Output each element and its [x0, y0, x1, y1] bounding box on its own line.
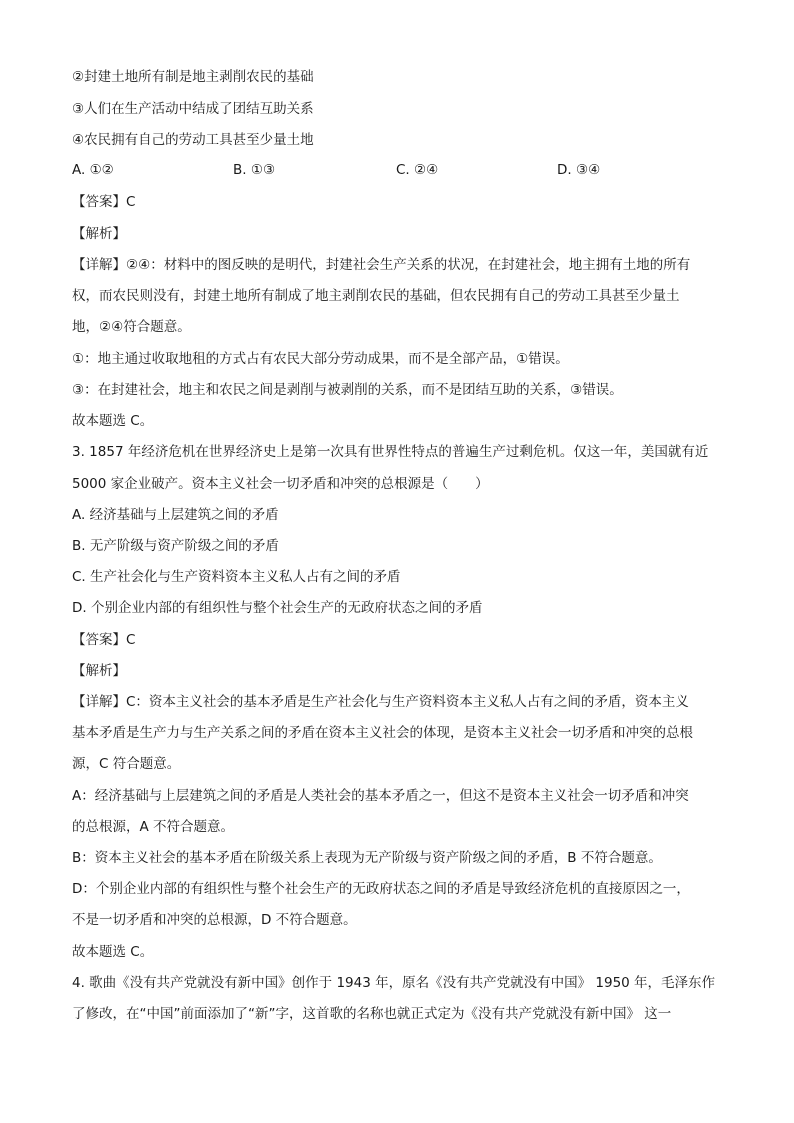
q3-detail-line: A：经济基础与上层建筑之间的矛盾是人类社会的基本矛盾之一，但这不是资本主义社会一切矛盾和冲突	[72, 788, 689, 804]
q3-option-d: D. 个别企业内部的有组织性与整个社会生产的无政府状态之间的矛盾	[72, 600, 483, 616]
q3-detail-line: 的总根源，A 不符合题意。	[72, 819, 235, 835]
q3-option-c: C. 生产社会化与生产资料资本主义私人占有之间的矛盾	[72, 569, 401, 585]
q2-detail-line: ①：地主通过收取地租的方式占有农民大部分劳动成果，而不是全部产品，①错误。	[72, 351, 569, 367]
q3-detail-line: B：资本主义社会的基本矛盾在阶级关系上表现为无产阶级与资产阶级之间的矛盾，B 不符合题意。	[72, 850, 662, 866]
q2-option-d: D. ③④	[557, 162, 601, 178]
q2-option-a: A. ①②	[72, 162, 114, 178]
q3-detail-line: 不是一切矛盾和冲突的总根源，D 不符合题意。	[72, 912, 357, 928]
q3-detail-line: 【详解】C：资本主义社会的基本矛盾是生产社会化与生产资料资本主义私人占有之间的矛盾，资本主义	[72, 694, 689, 710]
q3-stem-line: 3. 1857 年经济危机在世界经济史上是第一次具有世界性特点的普遍生产过剩危机。仅这一年，美国就有近	[72, 444, 709, 460]
q2-option-c: C. ②④	[396, 162, 439, 178]
q2-detail-line: 权，而农民则没有，封建土地所有制成了地主剥削农民的基础，但农民拥有自己的劳动工具甚至少量土	[72, 288, 680, 304]
q3-analysis-heading: 【解析】	[72, 663, 126, 679]
q3-answer: 【答案】C	[72, 632, 136, 648]
q3-detail-line: 基本矛盾是生产力与生产关系之间的矛盾在资本主义社会的体现，是资本主义社会一切矛盾和冲突的总根	[72, 725, 693, 741]
q4-stem-line: 4. 歌曲《没有共产党就没有新中国》创作于 1943 年，原名《没有共产党就没有中国》 1950 年，毛泽东作	[72, 975, 716, 991]
q2-item-2: ②封建土地所有制是地主剥削农民的基础	[72, 69, 314, 85]
q2-detail-line: ③：在封建社会，地主和农民之间是剥削与被剥削的关系，而不是团结互助的关系，③错误。	[72, 382, 623, 398]
q2-item-3: ③人们在生产活动中结成了团结互助关系	[72, 101, 314, 117]
q3-detail-line: D：个别企业内部的有组织性与整个社会生产的无政府状态之间的矛盾是导致经济危机的直接原因之一，	[72, 881, 690, 897]
q3-detail-line: 故本题选 C。	[72, 944, 154, 960]
q2-detail-line: 故本题选 C。	[72, 413, 154, 429]
q2-detail-line: 地，②④符合题意。	[72, 319, 191, 335]
q3-detail-line: 源，C 符合题意。	[72, 756, 181, 772]
q2-item-4: ④农民拥有自己的劳动工具甚至少量土地	[72, 132, 314, 148]
q3-option-b: B. 无产阶级与资产阶级之间的矛盾	[72, 538, 279, 554]
q2-detail-line: 【详解】②④：材料中的图反映的是明代，封建社会生产关系的状况，在封建社会，地主拥有土地的所有	[72, 257, 691, 273]
q2-analysis-heading: 【解析】	[72, 226, 126, 242]
q2-answer: 【答案】C	[72, 194, 136, 210]
q3-stem-line: 5000 家企业破产。资本主义社会一切矛盾和冲突的总根源是（ ）	[72, 476, 489, 492]
q2-option-b: B. ①③	[233, 162, 276, 178]
q3-option-a: A. 经济基础与上层建筑之间的矛盾	[72, 507, 279, 523]
q4-stem-line: 了修改，在“中国”前面添加了“新”字，这首歌的名称也就正式定为《没有共产党就没有新中国》 这一	[72, 1006, 672, 1022]
